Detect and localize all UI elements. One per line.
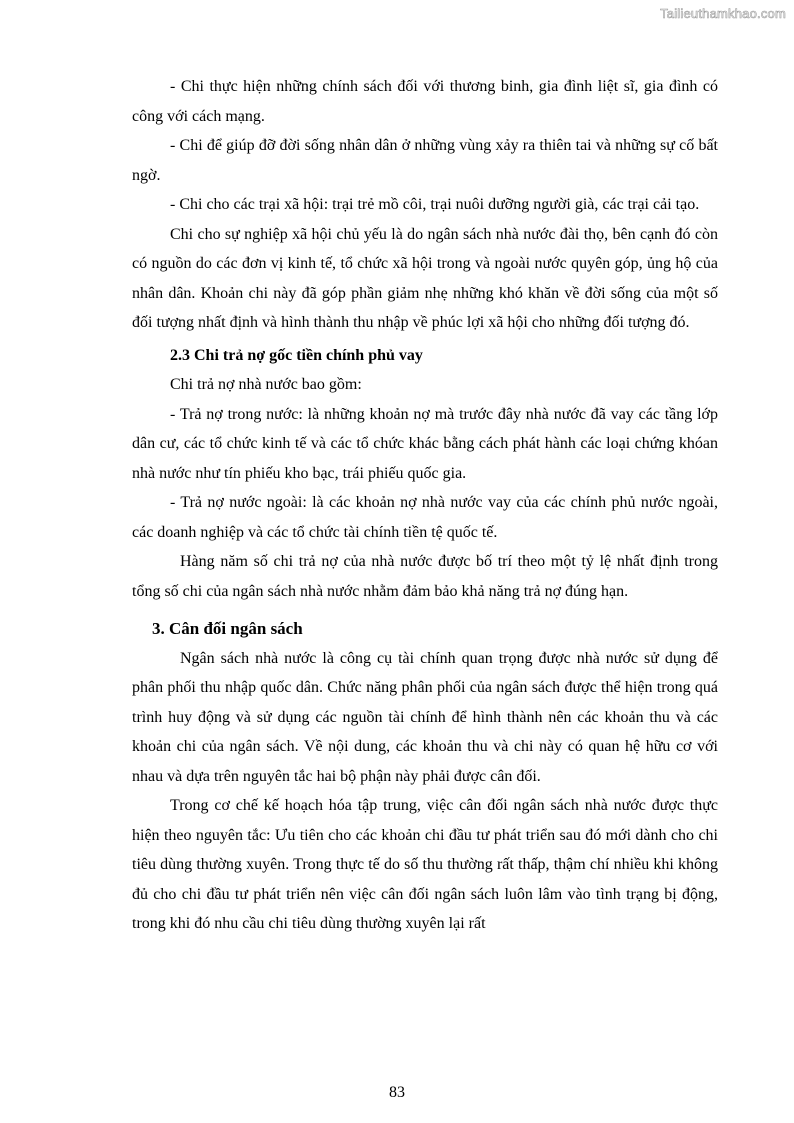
paragraph-co-che-ke-hoach: Trong cơ chế kế hoạch hóa tập trung, việc cân đối ngân sách nhà nước được thực hiện theo nguyên tắc: Ưu tiên cho các khoản chi đầu tư phát triển sau đó mới dành cho chi tiêu dùng thường xuyên. Trong thực tế do số thu thường rất thấp, thậm chí nhiều khi không đủ cho chi đầu tư phát triển nên việc cân đối ngân sách luôn lâm vào tình trạng bị động, trong khi đó nhu cầu chi tiêu dùng thường xuyên lại rất [132, 797, 718, 932]
paragraph-chi-thien-tai: - Chi để giúp đỡ đời sống nhân dân ở những vùng xảy ra thiên tai và những sự cố bất ngờ. [132, 137, 718, 184]
paragraph-tra-no-trong-nuoc: - Trả nợ trong nước: là những khoản nợ mà trước đây nhà nước đã vay các tầng lớp dân cư, các tổ chức kinh tế và các tổ chức khác bằng cách phát hành các loại chứng khóan nhà nước như tín phiếu kho bạc, trái phiếu quốc gia. [132, 405, 718, 482]
paragraph-chi-su-nghiep-xa-hoi: Chi cho sự nghiệp xã hội chủ yếu là do ngân sách nhà nước đài thọ, bên cạnh đó còn có nguồn do các đơn vị kinh tế, tổ chức xã hội trong và ngoài nước quyên góp, ủng hộ của nhân dân. Khoản chi này đã góp phần giảm nhẹ những khó khăn về đời sống của một số đối tượng nhất định và hình thành thu nhập về phúc lợi xã hội cho những đối tượng đó. [132, 225, 718, 331]
paragraph-chi-trai-xa-hoi: - Chi cho các trại xã hội: trại trẻ mồ côi, trại nuôi dưỡng người già, các trại cải tạo. [170, 196, 700, 213]
paragraph-chi-thuong-binh: - Chi thực hiện những chính sách đối với thương binh, gia đình liệt sĩ, gia đình có công với cách mạng. [132, 78, 718, 125]
section-heading-can-doi: 3. Cân đối ngân sách [152, 619, 303, 638]
paragraph-ngan-sach-nha-nuoc: Ngân sách nhà nước là công cụ tài chính quan trọng được nhà nước sử dụng để phân phối thu nhập quốc dân. Chức năng phân phối của ngân sách được thể hiện trong quá trình huy động và sử dụng các nguồn tài chính để hình thành nên các khoản thu và các khoản chi của ngân sách. Về nội dung, các khoản thu và chi này có quan hệ hữu cơ với nhau và dựa trên nguyên tắc hai bộ phận này phải được cân đối. [132, 649, 718, 785]
page-number: 83 [389, 1084, 405, 1101]
watermark: Tailieuthamkhao.com [660, 6, 786, 21]
page-body [132, 72, 718, 939]
paragraph-tra-no-nuoc-ngoai: - Trả nợ nước ngoài: là các khoản nợ nhà nước vay của các chính phủ nước ngoài, các doanh nghiệp và các tổ chức tài chính tiền tệ quốc tế. [132, 494, 718, 541]
paragraph-hang-nam: Hàng năm số chi trả nợ của nhà nước được bố trí theo một tỷ lệ nhất định trong tổng số chi của ngân sách nhà nước nhằm đảm bảo khả năng trả nợ đúng hạn. [132, 553, 718, 600]
paragraph-chi-tra-no-intro: Chi trả nợ nhà nước bao gồm: [170, 376, 362, 393]
subheading-chi-tra-no: 2.3 Chi trả nợ gốc tiền chính phủ vay [170, 346, 423, 364]
